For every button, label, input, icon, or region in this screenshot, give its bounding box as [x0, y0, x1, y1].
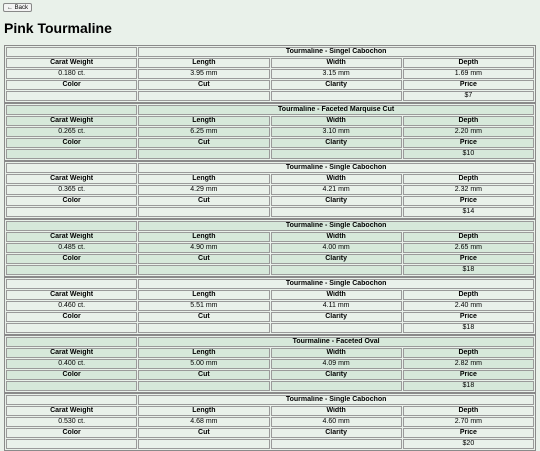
price-value: $18 — [403, 323, 534, 333]
color-header: Color — [6, 138, 137, 148]
cut-value — [138, 91, 269, 101]
table-row — [6, 301, 534, 311]
width-value: 3.15 mm — [271, 69, 402, 79]
depth-header: Depth — [403, 58, 534, 68]
empty-cell — [6, 47, 137, 57]
price-header: Price — [403, 370, 534, 380]
table-row — [6, 337, 534, 347]
price-header: Price — [403, 312, 534, 322]
price-header: Price — [403, 196, 534, 206]
stone-name: Tourmaline - Faceted Marquise Cut — [138, 105, 534, 115]
table-row — [6, 69, 534, 79]
depth-header: Depth — [403, 290, 534, 300]
depth-value: 1.69 mm — [403, 69, 534, 79]
color-value — [6, 323, 137, 333]
length-header: Length — [138, 58, 269, 68]
stone-table — [4, 393, 536, 451]
empty-cell — [6, 163, 137, 173]
width-header: Width — [271, 348, 402, 358]
table-row — [6, 417, 534, 427]
stone-table — [4, 277, 536, 335]
width-value: 3.10 mm — [271, 127, 402, 137]
clarity-header: Clarity — [271, 254, 402, 264]
cut-value — [138, 149, 269, 159]
table-row — [6, 254, 534, 264]
width-value: 4.60 mm — [271, 417, 402, 427]
cut-value — [138, 381, 269, 391]
width-header: Width — [271, 174, 402, 184]
carat-value: 0.365 ct. — [6, 185, 137, 195]
table-row — [6, 91, 534, 101]
table-row — [6, 163, 534, 173]
table-row — [6, 221, 534, 231]
clarity-value — [271, 149, 402, 159]
table-row — [6, 279, 534, 289]
price-value: $14 — [403, 207, 534, 217]
price-header: Price — [403, 80, 534, 90]
price-header: Price — [403, 254, 534, 264]
cut-value — [138, 207, 269, 217]
table-row — [6, 47, 534, 57]
color-header: Color — [6, 254, 137, 264]
page-title: Pink Tourmaline — [4, 20, 112, 36]
carat-header: Carat Weight — [6, 348, 137, 358]
empty-cell — [6, 337, 137, 347]
width-header: Width — [271, 116, 402, 126]
width-value: 4.09 mm — [271, 359, 402, 369]
cut-header: Cut — [138, 312, 269, 322]
stone-table — [4, 45, 536, 103]
carat-value: 0.460 ct. — [6, 301, 137, 311]
clarity-value — [271, 439, 402, 449]
table-row — [6, 243, 534, 253]
clarity-value — [271, 207, 402, 217]
width-header: Width — [271, 290, 402, 300]
cut-header: Cut — [138, 428, 269, 438]
width-value: 4.00 mm — [271, 243, 402, 253]
table-row — [6, 174, 534, 184]
table-row — [6, 116, 534, 126]
carat-value: 0.265 ct. — [6, 127, 137, 137]
depth-header: Depth — [403, 406, 534, 416]
empty-cell — [6, 279, 137, 289]
carat-value: 0.400 ct. — [6, 359, 137, 369]
length-header: Length — [138, 174, 269, 184]
price-header: Price — [403, 138, 534, 148]
stone-name: Tourmaline - Single Cabochon — [138, 279, 534, 289]
length-header: Length — [138, 348, 269, 358]
carat-header: Carat Weight — [6, 290, 137, 300]
table-row — [6, 428, 534, 438]
color-header: Color — [6, 370, 137, 380]
carat-header: Carat Weight — [6, 58, 137, 68]
clarity-header: Clarity — [271, 80, 402, 90]
table-row — [6, 370, 534, 380]
depth-header: Depth — [403, 232, 534, 242]
stone-table — [4, 161, 536, 219]
cut-value — [138, 439, 269, 449]
clarity-value — [271, 381, 402, 391]
table-row — [6, 395, 534, 405]
depth-value: 2.82 mm — [403, 359, 534, 369]
length-header: Length — [138, 232, 269, 242]
depth-header: Depth — [403, 174, 534, 184]
price-value: $20 — [403, 439, 534, 449]
carat-header: Carat Weight — [6, 406, 137, 416]
width-header: Width — [271, 406, 402, 416]
table-row — [6, 138, 534, 148]
clarity-header: Clarity — [271, 428, 402, 438]
empty-cell — [6, 221, 137, 231]
carat-header: Carat Weight — [6, 232, 137, 242]
table-row — [6, 381, 534, 391]
table-row — [6, 80, 534, 90]
color-value — [6, 149, 137, 159]
table-row — [6, 348, 534, 358]
empty-cell — [6, 105, 137, 115]
cut-value — [138, 265, 269, 275]
color-header: Color — [6, 80, 137, 90]
stone-table — [4, 335, 536, 393]
table-row — [6, 196, 534, 206]
table-row — [6, 359, 534, 369]
depth-value: 2.40 mm — [403, 301, 534, 311]
length-value: 4.90 mm — [138, 243, 269, 253]
stone-table — [4, 219, 536, 277]
price-value: $18 — [403, 381, 534, 391]
length-value: 6.25 mm — [138, 127, 269, 137]
width-value: 4.11 mm — [271, 301, 402, 311]
color-value — [6, 381, 137, 391]
carat-header: Carat Weight — [6, 116, 137, 126]
stone-list — [4, 45, 536, 451]
stone-name: Tourmaline - Singel Cabochon — [138, 47, 534, 57]
color-value — [6, 207, 137, 217]
back-button[interactable]: ← Back — [3, 3, 32, 12]
cut-header: Cut — [138, 196, 269, 206]
clarity-header: Clarity — [271, 312, 402, 322]
depth-value: 2.70 mm — [403, 417, 534, 427]
width-header: Width — [271, 232, 402, 242]
color-header: Color — [6, 312, 137, 322]
carat-value: 0.180 ct. — [6, 69, 137, 79]
cut-value — [138, 323, 269, 333]
table-row — [6, 127, 534, 137]
empty-cell — [6, 395, 137, 405]
stone-name: Tourmaline - Faceted Oval — [138, 337, 534, 347]
table-row — [6, 232, 534, 242]
carat-value: 0.485 ct. — [6, 243, 137, 253]
stone-name: Tourmaline - Single Cabochon — [138, 163, 534, 173]
depth-value: 2.65 mm — [403, 243, 534, 253]
price-value: $10 — [403, 149, 534, 159]
table-row — [6, 265, 534, 275]
color-value — [6, 439, 137, 449]
price-value: $7 — [403, 91, 534, 101]
table-row — [6, 323, 534, 333]
color-header: Color — [6, 196, 137, 206]
color-value — [6, 265, 137, 275]
cut-header: Cut — [138, 80, 269, 90]
width-value: 4.21 mm — [271, 185, 402, 195]
length-value: 5.00 mm — [138, 359, 269, 369]
table-row — [6, 149, 534, 159]
price-header: Price — [403, 428, 534, 438]
table-row — [6, 105, 534, 115]
stone-name: Tourmaline - Single Cabochon — [138, 395, 534, 405]
length-value: 4.29 mm — [138, 185, 269, 195]
clarity-header: Clarity — [271, 138, 402, 148]
length-header: Length — [138, 116, 269, 126]
clarity-value — [271, 323, 402, 333]
color-header: Color — [6, 428, 137, 438]
color-value — [6, 91, 137, 101]
price-value: $18 — [403, 265, 534, 275]
length-value: 5.51 mm — [138, 301, 269, 311]
length-value: 3.95 mm — [138, 69, 269, 79]
table-row — [6, 290, 534, 300]
table-row — [6, 312, 534, 322]
depth-value: 2.20 mm — [403, 127, 534, 137]
carat-header: Carat Weight — [6, 174, 137, 184]
stone-table — [4, 103, 536, 161]
length-header: Length — [138, 290, 269, 300]
depth-header: Depth — [403, 348, 534, 358]
table-row — [6, 439, 534, 449]
depth-value: 2.32 mm — [403, 185, 534, 195]
length-value: 4.68 mm — [138, 417, 269, 427]
cut-header: Cut — [138, 254, 269, 264]
table-row — [6, 207, 534, 217]
cut-header: Cut — [138, 370, 269, 380]
clarity-header: Clarity — [271, 370, 402, 380]
length-header: Length — [138, 406, 269, 416]
clarity-value — [271, 265, 402, 275]
cut-header: Cut — [138, 138, 269, 148]
clarity-value — [271, 91, 402, 101]
table-row — [6, 58, 534, 68]
clarity-header: Clarity — [271, 196, 402, 206]
table-row — [6, 185, 534, 195]
stone-name: Tourmaline - Single Cabochon — [138, 221, 534, 231]
width-header: Width — [271, 58, 402, 68]
depth-header: Depth — [403, 116, 534, 126]
table-row — [6, 406, 534, 416]
carat-value: 0.530 ct. — [6, 417, 137, 427]
